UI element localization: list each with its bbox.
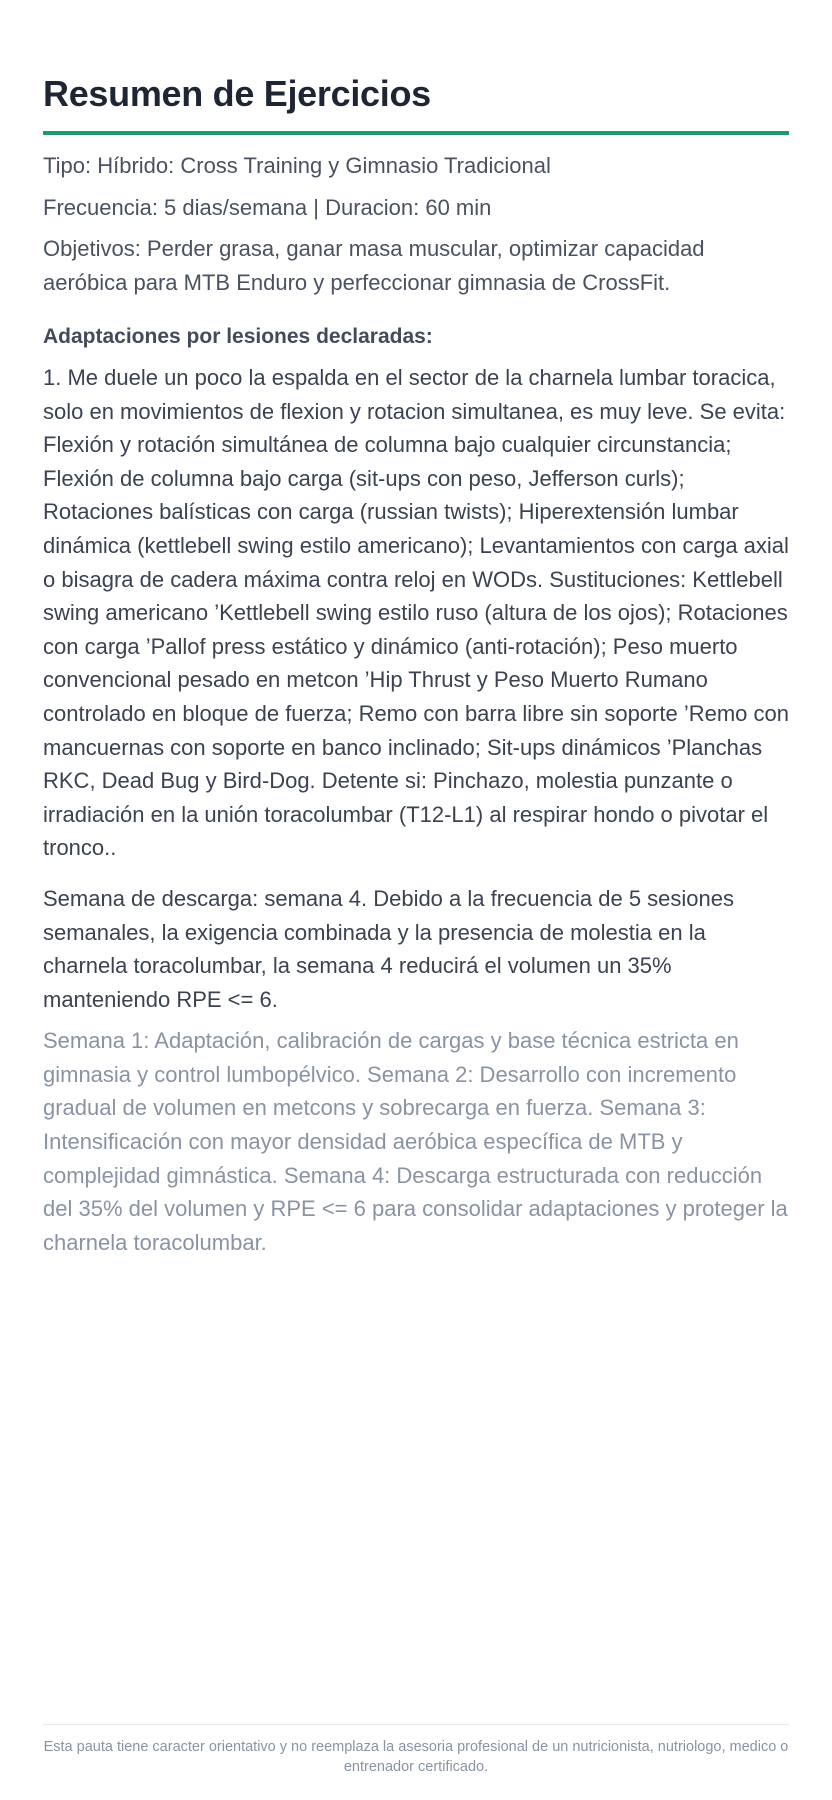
deload-week-note: Semana de descarga: semana 4. Debido a la frecuencia de 5 sesiones semanales, la exigencia combinada y la presencia de molestia en la charnela toracolumbar, la semana 4 reducirá el volumen un 35% manteniendo RPE <= 6. <box>43 885 734 1012</box>
injury-adaptation-item: 1. Me duele un poco la espalda en el sector de la charnela lumbar toracica, solo en movimientos de flexion y rotacion simultanea, es muy leve. Se evita: Flexión y rotación simultánea de columna bajo cualquier circunstancia; Flexión de columna bajo carga (sit-ups con peso, Jefferson curls); Rotaciones balísticas con carga (russian twists); Hiperextensión lumbar dinámica (kettlebell swing estilo americano); Levantamientos con carga axial o bisagra de cadera máxima contra reloj en WODs. Sustituciones: Kettlebell swing americano ’Kettlebell swing estilo ruso (altura de los ojos); Rotaciones con carga ’Pallof press estático y dinámico (anti-rotación); Peso muerto convencional pesado en metcon ’Hip Thrust y Peso Muerto Rumano controlado en bloque de fuerza; Remo con barra libre sin soporte ’Remo con mancuernas con soporte en banco inclinado; Sit-ups dinámicos ’Planchas RKC, Dead Bug y Bird-Dog. Detente si: Pinchazo, molestia punzante o irradiación en la unión toracolumbar (T12-L1) al respirar hondo o pivotar el tronco.. <box>43 365 789 861</box>
training-type: Tipo: Híbrido: Cross Training y Gimnasio Tradicional <box>43 153 551 178</box>
disclaimer-footer: Esta pauta tiene caracter orientativo y no reemplaza la asesoria profesional de un nutricionista, nutriologo, medico o entrenador certificado. <box>43 1724 789 1777</box>
training-frequency: Frecuencia: 5 dias/semana | Duracion: 60 min <box>43 195 492 220</box>
exercise-summary-page <box>43 0 789 1259</box>
page-title: Resumen de Ejercicios <box>43 73 431 114</box>
title-divider <box>43 131 789 135</box>
weekly-progression-note: Semana 1: Adaptación, calibración de cargas y base técnica estricta en gimnasia y control lumbopélvico. Semana 2: Desarrollo con incremento gradual de volumen en metcons y sobrecarga en fuerza. Semana 3: Intensificación con mayor densidad aeróbica específica de MTB y complejidad gimnástica. Semana 4: Descarga estructurada con reducción del 35% del volumen y RPE <= 6 para consolidar adaptaciones y proteger la charnela toracolumbar. <box>43 1028 788 1255</box>
training-goals: Objetivos: Perder grasa, ganar masa muscular, optimizar capacidad aeróbica para MTB Enduro y perfeccionar gimnasia de CrossFit. <box>43 236 705 295</box>
injury-adaptations-heading: Adaptaciones por lesiones declaradas: <box>43 325 433 348</box>
